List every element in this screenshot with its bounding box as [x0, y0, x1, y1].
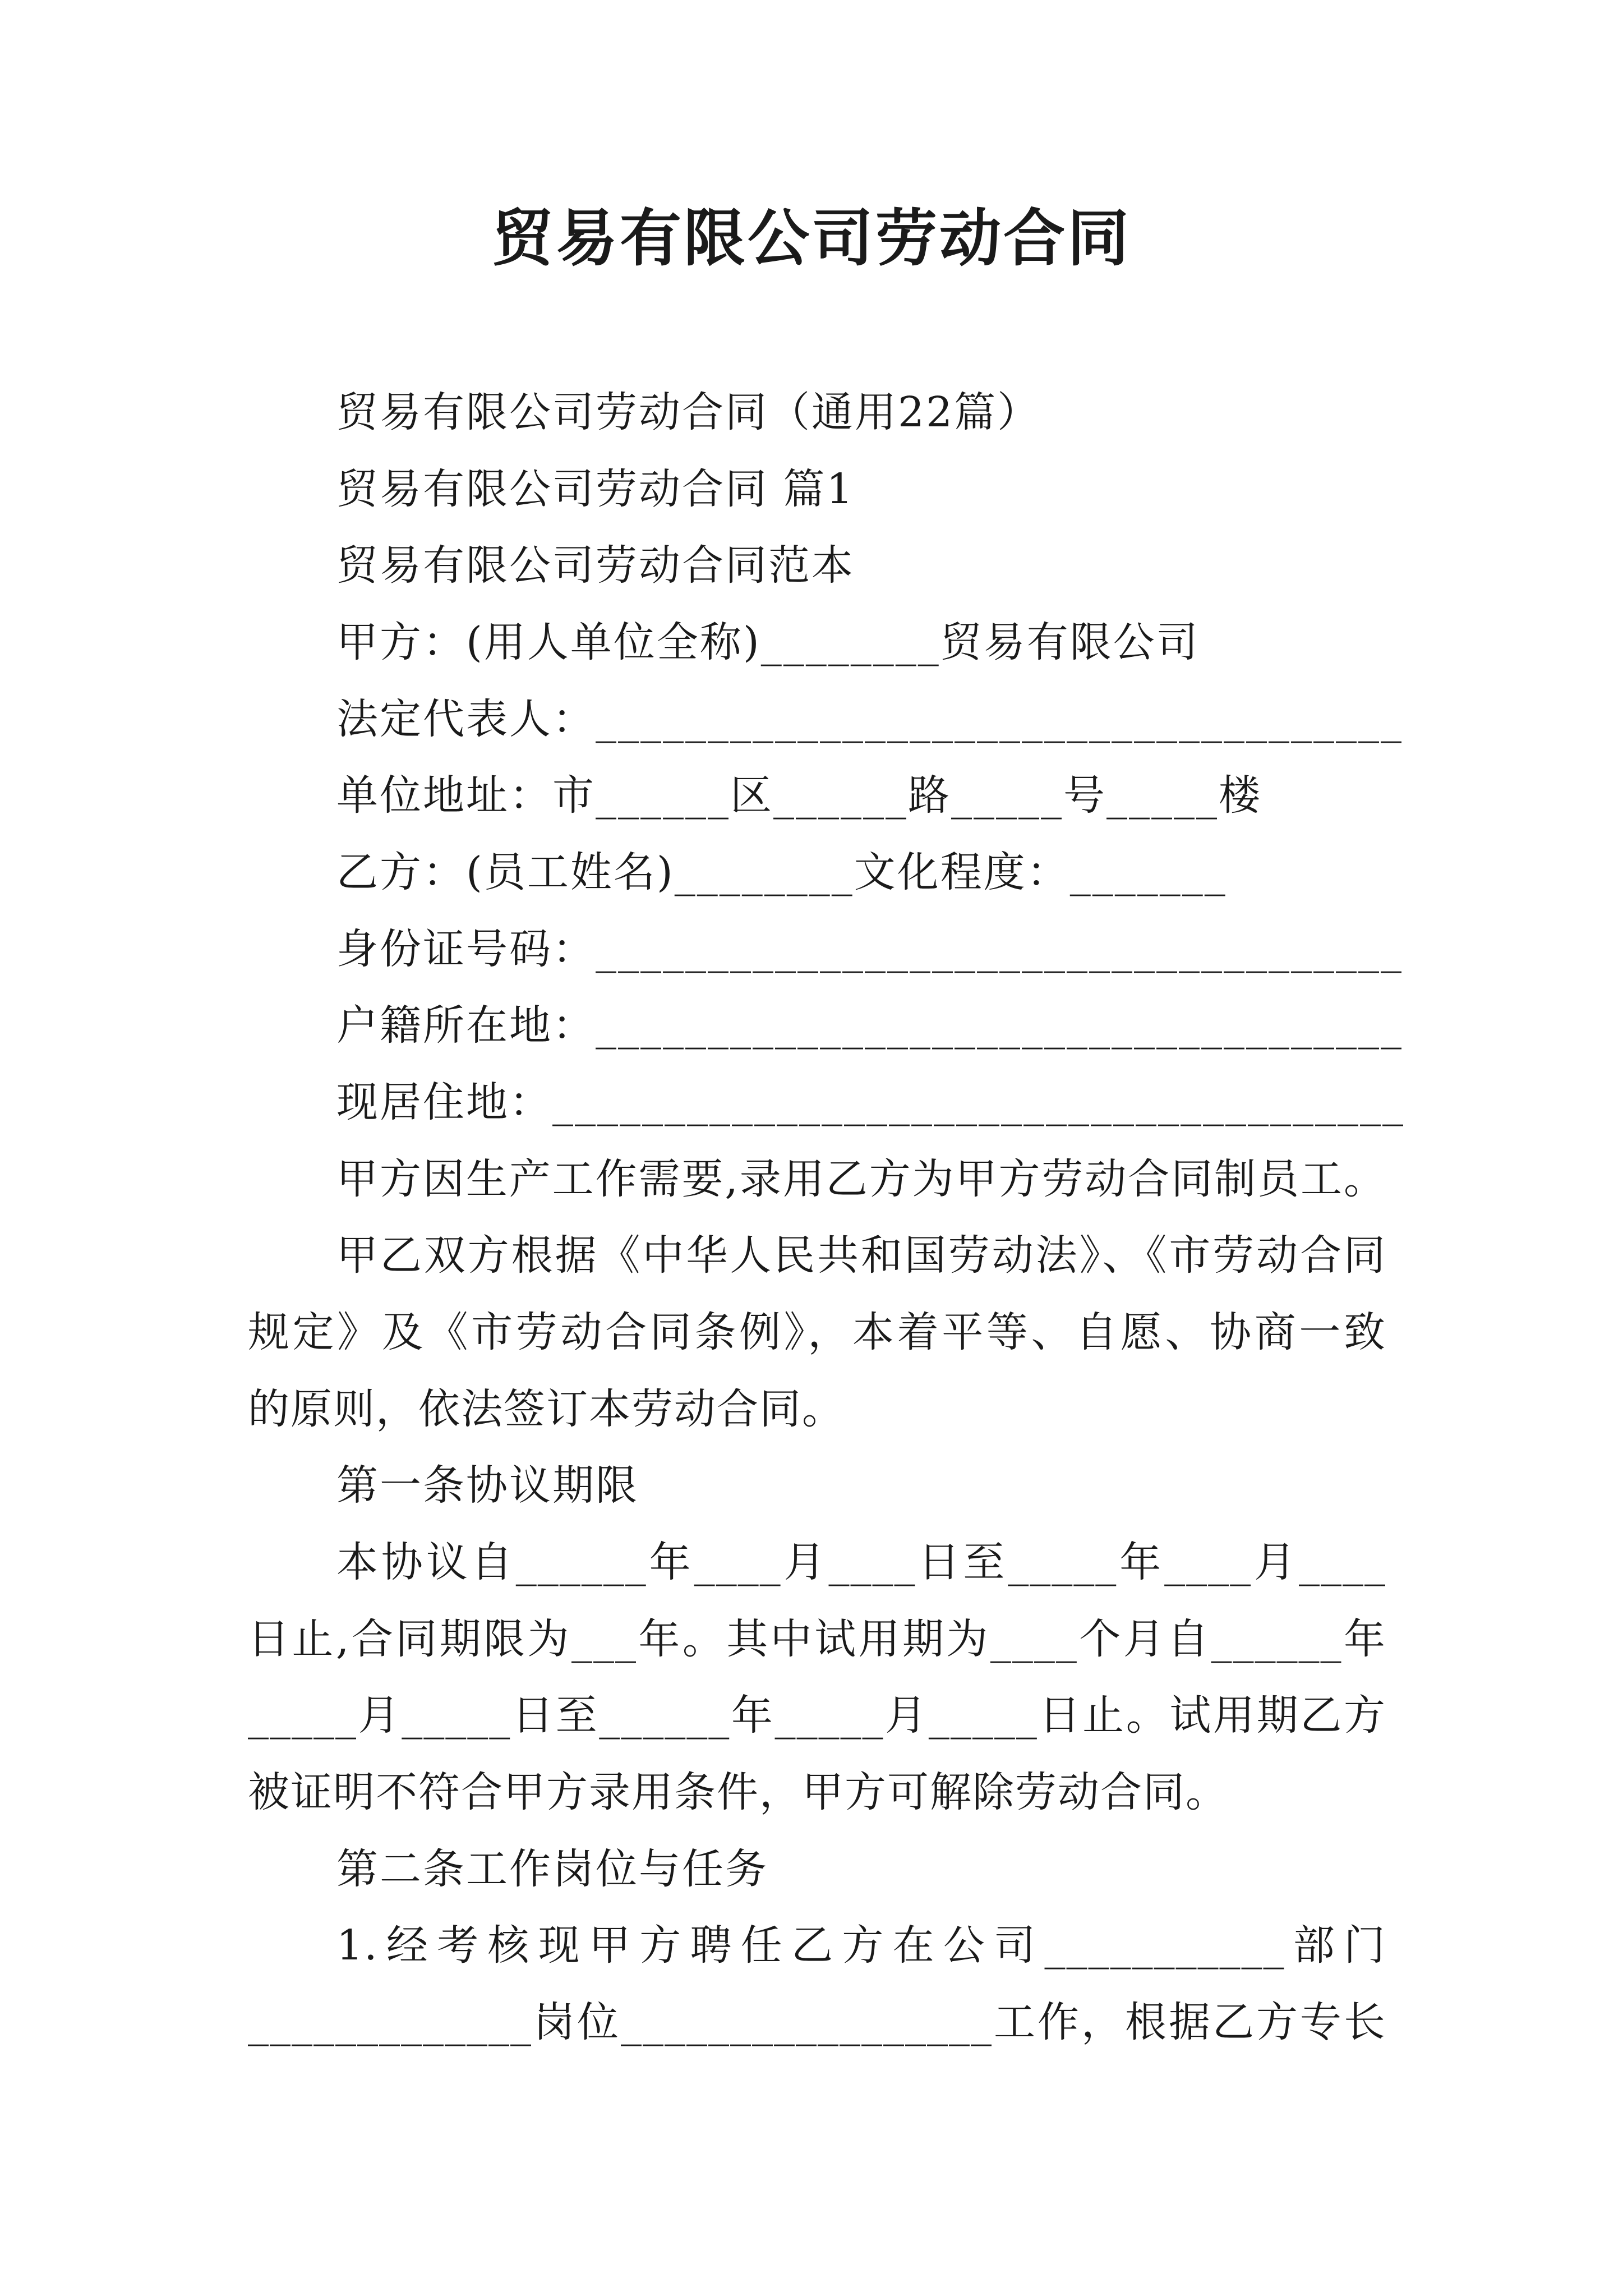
- household-register-line: 户籍所在地：____________________________________: [336, 1001, 1403, 1050]
- paragraph-line: _____月_____日至______年_____月_____日止。试用期乙方: [248, 1691, 1386, 1740]
- article-heading: 第二条工作岗位与任务: [336, 1845, 768, 1893]
- document-title: 贸易有限公司劳动合同: [492, 202, 1131, 274]
- paragraph-line: _____________岗位_________________工作，根据乙方专长: [248, 1998, 1386, 2046]
- paragraph-line: 日止,合同期限为___年。其中试用期为____个月自______年: [248, 1615, 1386, 1663]
- paragraph-line: 1.经考核现甲方聘任乙方在公司___________部门: [336, 1921, 1386, 1970]
- party-a-line: 甲方：(用人单位全称)________贸易有限公司: [336, 618, 1200, 666]
- paragraph-line: 甲方因生产工作需要,录用乙方为甲方劳动合同制员工。: [336, 1155, 1386, 1203]
- current-residence-line: 现居住地：______________________________________: [336, 1078, 1405, 1126]
- paragraph-line: 本协议自______年____月____日至_____年____月____: [336, 1538, 1386, 1586]
- paragraph-line: 被证明不符合甲方录用条件，甲方可解除劳动合同。: [248, 1768, 1228, 1816]
- article-heading: 第一条协议期限: [336, 1461, 639, 1510]
- company-address-line: 单位地址：市______区______路_____号_____楼: [336, 771, 1262, 820]
- party-b-line: 乙方：(员工姓名)________文化程度：_______: [336, 848, 1227, 896]
- paragraph-line: 规定》及《市劳动合同条例》，本着平等、自愿、协商一致: [248, 1308, 1386, 1356]
- paragraph-line: 甲乙双方根据《中华人民共和国劳动法》、《市劳动合同: [336, 1231, 1386, 1280]
- paragraph-line: 的原则，依法签订本劳动合同。: [248, 1385, 845, 1433]
- legal-representative-line: 法定代表人：____________________________________: [336, 695, 1403, 743]
- document-subtitle: 贸易有限公司劳动合同（通用22篇）: [336, 388, 1041, 436]
- id-number-line: 身份证号码：____________________________________: [336, 925, 1403, 973]
- section-heading: 贸易有限公司劳动合同 篇1: [336, 465, 855, 513]
- template-heading: 贸易有限公司劳动合同范本: [336, 541, 855, 590]
